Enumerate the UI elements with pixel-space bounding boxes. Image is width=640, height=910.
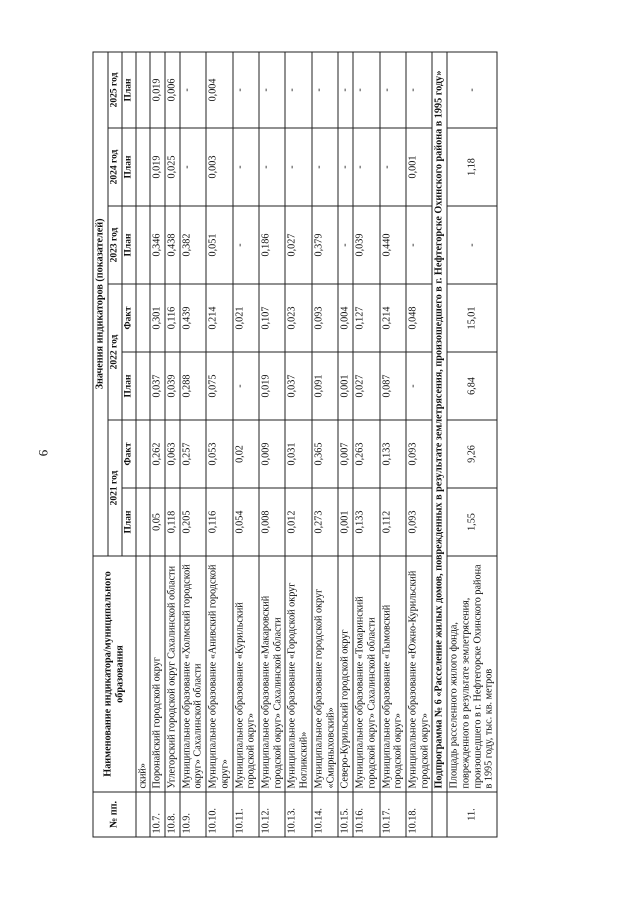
cell-value: 0,048 — [406, 284, 432, 352]
table-row — [338, 52, 353, 837]
cell-value: - — [338, 206, 353, 284]
cell-value: - — [406, 352, 432, 420]
cell-value: 0,379 — [312, 206, 338, 284]
rotated-page-content — [93, 53, 573, 838]
table-row — [150, 52, 165, 837]
cell-no: 10.9. — [180, 792, 206, 837]
table-row — [353, 52, 379, 837]
table-row — [380, 52, 406, 837]
cell-name: Муниципальное образование «Макаровский городской округ» Сахалинской области — [259, 556, 285, 792]
cell-no: 10.16. — [353, 792, 379, 837]
cell-value: 0,053 — [206, 420, 232, 488]
cell-value: - — [233, 352, 259, 420]
cell-no: 10.14. — [312, 792, 338, 837]
cell-value: 0,054 — [233, 488, 259, 556]
cell-value: - — [180, 128, 206, 206]
cell-no: 10.11. — [233, 792, 259, 837]
cell-value: 0,382 — [180, 206, 206, 284]
cell-value: - — [353, 128, 379, 206]
cell-value: - — [285, 52, 311, 128]
cell-value: 0,004 — [338, 284, 353, 352]
cell-value: 0,003 — [206, 128, 232, 206]
cell-value: 0,116 — [165, 284, 180, 352]
cell-value: 0,257 — [180, 420, 206, 488]
cell-value: 15,01 — [447, 284, 497, 352]
cell-value: - — [380, 52, 406, 128]
cell-name: Муниципальное образование городской округ «Смирныховский» — [312, 556, 338, 792]
cell-no: 10.17. — [380, 792, 406, 837]
cell-no: 10.18. — [406, 792, 432, 837]
cell-value: - — [406, 206, 432, 284]
cell-value: 0,205 — [180, 488, 206, 556]
cell-value: 0,288 — [180, 352, 206, 420]
cell-value: - — [180, 52, 206, 128]
cell-value: 0,001 — [406, 128, 432, 206]
subprogram-row — [432, 52, 447, 837]
header-year-2023: 2023 год — [108, 206, 122, 284]
header-plan: План — [122, 206, 136, 284]
table-row — [206, 52, 232, 837]
cell-value: 0,039 — [353, 206, 379, 284]
cell-value: 0,118 — [165, 488, 180, 556]
cell-value: 0,346 — [150, 206, 165, 284]
cell-value: - — [259, 52, 285, 128]
cell-value: 0,093 — [406, 420, 432, 488]
cell-value: 0,05 — [150, 488, 165, 556]
cell-value: 0,008 — [259, 488, 285, 556]
cell-name: Муниципальное образование «Холмский городской округ» Сахалинской области — [180, 556, 206, 792]
cell-value: - — [353, 52, 379, 128]
cell-value: 0,019 — [150, 128, 165, 206]
cell-value: 0,365 — [312, 420, 338, 488]
cell-value: - — [406, 52, 432, 128]
cell-name: Поронайский городской округ — [150, 556, 165, 792]
header-plan: План — [122, 128, 136, 206]
cell-value: 0,439 — [180, 284, 206, 352]
cell-no: 11. — [447, 792, 497, 837]
cell-value: - — [380, 128, 406, 206]
cell-value: 6,84 — [447, 352, 497, 420]
cell-value: 9,26 — [447, 420, 497, 488]
cell-value: 0,214 — [206, 284, 232, 352]
cell-value: 0,112 — [380, 488, 406, 556]
continuation-row — [136, 52, 151, 837]
cell-value: 0,051 — [206, 206, 232, 284]
table-row — [312, 52, 338, 837]
table-row — [285, 52, 311, 837]
header-no: № пп. — [93, 792, 136, 837]
table-row — [447, 52, 497, 837]
cell-no — [136, 792, 151, 837]
cell-value: 0,273 — [312, 488, 338, 556]
cell-value: 0,093 — [406, 488, 432, 556]
cell-value: 0,037 — [150, 352, 165, 420]
cell-value: 0,107 — [259, 284, 285, 352]
cell-value: 0,263 — [353, 420, 379, 488]
cell-value: 0,127 — [353, 284, 379, 352]
cell-value: 0,262 — [150, 420, 165, 488]
cell-value: - — [447, 206, 497, 284]
cell-no: 10.7. — [150, 792, 165, 837]
cell-value: 0,007 — [338, 420, 353, 488]
cell-value: 0,001 — [338, 352, 353, 420]
cell-name: Площадь расселенного жилого фонда, поврежденного в результате землетрясения, произошедшего в г. Нефтегорске Охинского района в 1995 году, тыс. кв. метров — [447, 556, 497, 792]
cell-value: 0,001 — [338, 488, 353, 556]
cell-value: 0,031 — [285, 420, 311, 488]
cell-no: 10.8. — [165, 792, 180, 837]
cell-value: 0,440 — [380, 206, 406, 284]
cell-value: 0,019 — [150, 52, 165, 128]
cell-no: 10.13. — [285, 792, 311, 837]
cell-value: 0,133 — [353, 488, 379, 556]
cell-name: Северо-Курильский городской округ — [338, 556, 353, 792]
cell-no — [432, 792, 447, 837]
table-row — [406, 52, 432, 837]
cell-value: 0,009 — [259, 420, 285, 488]
cell-value: 0,021 — [233, 284, 259, 352]
cell-value: 1,18 — [447, 128, 497, 206]
cell-value: 0,019 — [259, 352, 285, 420]
cell-value: 0,027 — [353, 352, 379, 420]
header-plan: План — [122, 52, 136, 128]
cell-value: - — [233, 52, 259, 128]
header-row-1 — [93, 52, 108, 837]
cell-value: 0,186 — [259, 206, 285, 284]
cell-name: Муниципальное образование «Курильский городской округ» — [233, 556, 259, 792]
cell-value: - — [259, 128, 285, 206]
cell-value: 0,075 — [206, 352, 232, 420]
cell-name: Муниципальное образование «Городской округ Ногликский» — [285, 556, 311, 792]
header-values-title: Значения индикаторов (показателей) — [93, 52, 108, 556]
cell-no: 10.12. — [259, 792, 285, 837]
header-year-2025: 2025 год — [108, 52, 122, 128]
header-plan: План — [122, 488, 136, 556]
cell-name: Углегорский городской округ Сахалинской области — [165, 556, 180, 792]
indicators-table — [93, 51, 498, 837]
cell-value: - — [338, 52, 353, 128]
cell-value: - — [312, 128, 338, 206]
cell-value: 0,02 — [233, 420, 259, 488]
cell-value: 0,116 — [206, 488, 232, 556]
subprogram-title: Подпрограмма № 6 «Расселение жилых домов, поврежденных в результате землетрясения, произошедшего в г. Нефтегорске Охинского района в 1995 году» — [432, 52, 447, 792]
cell-no: 10.15. — [338, 792, 353, 837]
cell-value: 0,006 — [165, 52, 180, 128]
cell-value: 0,438 — [165, 206, 180, 284]
table-row — [180, 52, 206, 837]
cell-value: 0,004 — [206, 52, 232, 128]
cell-value: 0,133 — [380, 420, 406, 488]
cell-name: Муниципальное образование «Анивский городской округ» — [206, 556, 232, 792]
cell-value: 0,087 — [380, 352, 406, 420]
cell-value: - — [312, 52, 338, 128]
cell-name: Муниципальное образование «Южно-Курильский городской округ» — [406, 556, 432, 792]
header-year-2022: 2022 год — [108, 284, 122, 420]
cell-value: 0,012 — [285, 488, 311, 556]
cell-value: 0,063 — [165, 420, 180, 488]
cell-value: - — [233, 128, 259, 206]
cell-value: - — [447, 52, 497, 128]
header-plan: План — [122, 352, 136, 420]
header-year-2024: 2024 год — [108, 128, 122, 206]
page-number: 9 — [36, 449, 51, 457]
cell-value: 0,091 — [312, 352, 338, 420]
cell-value: 0,023 — [285, 284, 311, 352]
cell-value: - — [338, 128, 353, 206]
cell-value: 0,027 — [285, 206, 311, 284]
cell-name: Муниципальное образование «Томаринский городской округ» Сахалинской области — [353, 556, 379, 792]
header-name: Наименование индикатора/муниципального образования — [93, 556, 136, 792]
cell-value: 0,093 — [312, 284, 338, 352]
cell-value: 0,301 — [150, 284, 165, 352]
cell-value: - — [233, 206, 259, 284]
table-row — [165, 52, 180, 837]
header-fact: Факт — [122, 420, 136, 488]
cell-name: ский» — [136, 556, 151, 792]
cell-no: 10.10. — [206, 792, 232, 837]
cell-value: 0,214 — [380, 284, 406, 352]
cell-value: 0,025 — [165, 128, 180, 206]
table-row — [259, 52, 285, 837]
header-fact: Факт — [122, 284, 136, 352]
header-year-2021: 2021 год — [108, 420, 122, 556]
table-row — [233, 52, 259, 837]
cell-value: 0,037 — [285, 352, 311, 420]
cell-value: - — [285, 128, 311, 206]
cell-value: 0,039 — [165, 352, 180, 420]
cell-name: Муниципальное образование «Тымовский городской округ» — [380, 556, 406, 792]
cell-value: 1,55 — [447, 488, 497, 556]
